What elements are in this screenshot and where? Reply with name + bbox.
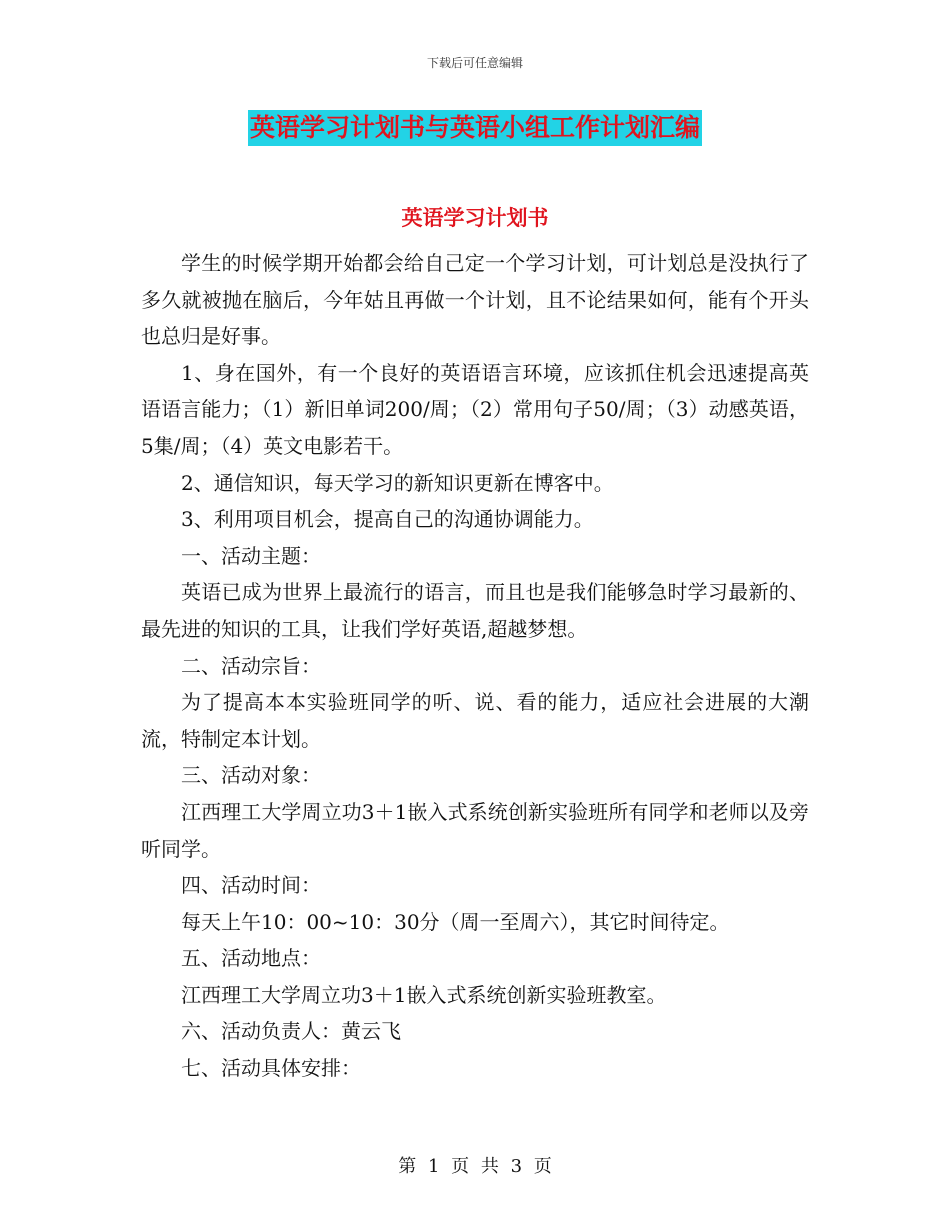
document-title-container bbox=[0, 110, 950, 146]
page-footer: 第 1 页 共 3 页 bbox=[398, 1156, 552, 1177]
heading-activity-theme: 一、活动主题： bbox=[181, 543, 321, 568]
document-body bbox=[141, 245, 809, 1087]
paragraph-activity-leader: 六、活动负责人：黄云飞 bbox=[181, 1019, 401, 1044]
section-title: 英语学习计划书 bbox=[401, 206, 549, 230]
paragraph-item-1: 1、身在国外，有一个良好的英语语言环境，应该抓住机会迅速提高英语语言能力；（1）新旧单词200/周；（2）常用句子50/周；（3）动感英语，5集/周；（4）英文电影若干。 bbox=[141, 360, 809, 458]
heading-activity-target: 三、活动对象： bbox=[181, 763, 321, 788]
paragraph-activity-theme: 英语已成为世界上最流行的语言，而且也是我们能够急时学习最新的、最先进的知识的工具，让我们学好英语,超越梦想。 bbox=[141, 580, 809, 641]
paragraph-activity-purpose: 为了提高本本实验班同学的听、说、看的能力，适应社会进展的大潮流，特制定本计划。 bbox=[141, 690, 809, 751]
paragraph-activity-time: 每天上午10：00~10：30分（周一至周六），其它时间待定。 bbox=[181, 909, 730, 934]
header-note: 下载后可任意编辑 bbox=[426, 56, 523, 70]
heading-activity-schedule: 七、活动具体安排： bbox=[181, 1056, 361, 1081]
heading-activity-purpose: 二、活动宗旨： bbox=[181, 653, 321, 678]
paragraph-item-3: 3、利用项目机会，提高自己的沟通协调能力。 bbox=[181, 507, 594, 532]
paragraph-intro: 学生的时候学期开始都会给自己定一个学习计划，可计划总是没执行了多久就被抛在脑后，今年姑且再做一个计划，且不论结果如何，能有个开头也总归是好事。 bbox=[141, 251, 809, 349]
paragraph-item-2: 2、通信知识，每天学习的新知识更新在博客中。 bbox=[181, 470, 614, 495]
heading-activity-time: 四、活动时间： bbox=[181, 873, 321, 898]
heading-activity-location: 五、活动地点： bbox=[181, 946, 321, 971]
paragraph-activity-location: 江西理工大学周立功3＋1嵌入式系统创新实验班教室。 bbox=[181, 982, 667, 1007]
paragraph-activity-target: 江西理工大学周立功3＋1嵌入式系统创新实验班所有同学和老师以及旁听同学。 bbox=[141, 799, 809, 861]
document-title: 英语学习计划书与英语小组工作计划汇编 bbox=[248, 110, 702, 146]
